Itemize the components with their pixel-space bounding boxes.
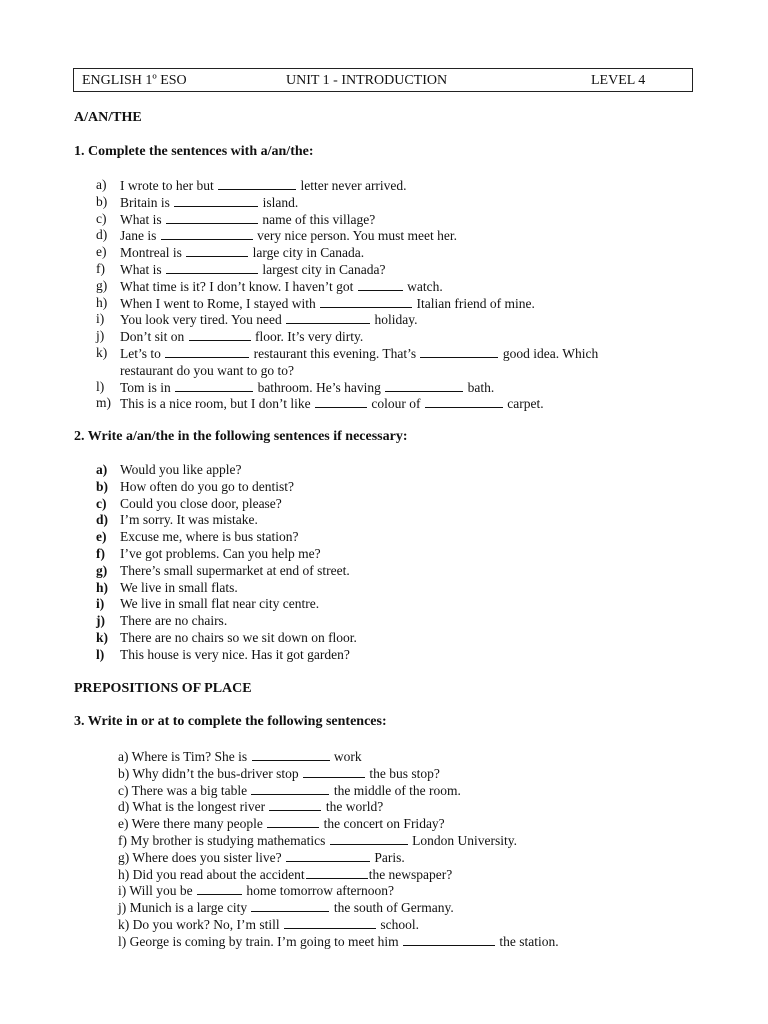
item-text: colour of — [367, 396, 424, 412]
item-text: Let’s to — [120, 345, 165, 361]
item-marker: f) — [96, 260, 105, 276]
worksheet-header — [73, 68, 693, 92]
exercise-3-item — [118, 899, 559, 916]
item-text: watch. — [403, 278, 443, 294]
exercise-3-item — [118, 815, 559, 832]
item-text: letter never arrived. — [297, 178, 407, 193]
exercise-3-title: 3. Write in or at to complete the following sentences: — [74, 714, 387, 729]
answer-blank[interactable] — [166, 261, 258, 274]
answer-blank[interactable] — [286, 311, 370, 324]
item-text: Britain is — [120, 194, 174, 210]
item-text: Would you like apple? — [120, 462, 242, 477]
item-text: the world? — [322, 799, 384, 815]
item-text: I wrote to her but — [120, 178, 218, 193]
item-text: work — [330, 749, 362, 764]
item-text: London University. — [408, 832, 517, 848]
item-text: home tomorrow afternoon? — [242, 883, 395, 899]
exercise-3-item — [118, 866, 559, 883]
item-text: Paris. — [370, 849, 405, 865]
exercise-3-item — [118, 933, 559, 950]
answer-blank[interactable] — [161, 227, 253, 240]
exercise-2-title: 2. Write a/an/the in the following sentences if necessary: — [74, 429, 408, 444]
exercise-3-item — [118, 882, 559, 899]
section-heading-articles: A/AN/THE — [74, 110, 142, 125]
item-text: restaurant this evening. That’s — [250, 345, 420, 361]
answer-blank[interactable] — [269, 798, 321, 811]
answer-blank[interactable] — [174, 194, 258, 207]
item-text: You look very tired. You need — [120, 312, 286, 328]
item-text: What time is it? I don’t know. I haven’t got — [120, 278, 357, 294]
item-marker: l) — [96, 378, 105, 394]
item-text: name of this village? — [259, 211, 376, 227]
answer-blank[interactable] — [358, 278, 403, 291]
item-text-continued: restaurant do you want to go to? — [120, 362, 294, 378]
section-heading-prepositions: PREPOSITIONS OF PLACE — [74, 681, 252, 696]
answer-blank[interactable] — [189, 328, 251, 341]
answer-blank[interactable] — [267, 815, 319, 828]
item-text: holiday. — [371, 312, 418, 328]
item-text: a) Where is Tim? She is — [118, 749, 251, 764]
item-text: carpet. — [503, 396, 544, 412]
item-text: We live in small flat near city centre. — [120, 596, 320, 612]
exercise-3-item — [118, 748, 559, 765]
item-text: There are no chairs. — [120, 613, 228, 629]
answer-blank[interactable] — [320, 295, 412, 308]
item-text: the station. — [495, 933, 559, 949]
item-text: Could you close door, please? — [120, 495, 282, 511]
answer-blank[interactable] — [166, 211, 258, 224]
answer-blank[interactable] — [303, 765, 365, 778]
item-text: j) Munich is a large city — [118, 900, 251, 916]
answer-blank[interactable] — [403, 933, 495, 946]
item-text: good idea. Which — [499, 345, 599, 361]
exercise-3-list — [118, 748, 559, 950]
answer-blank[interactable] — [218, 177, 296, 190]
item-text: Jane is — [120, 228, 160, 244]
item-text: the middle of the room. — [330, 782, 461, 798]
item-marker: g) — [96, 277, 108, 293]
item-text: This is a nice room, but I don’t like — [120, 396, 314, 412]
item-text: Tom is in — [120, 379, 175, 395]
exercise-3-item — [118, 782, 559, 799]
item-text: Italian friend of mine. — [413, 295, 535, 311]
item-text: largest city in Canada? — [259, 261, 386, 277]
item-marker: j) — [96, 328, 105, 344]
course-label: ENGLISH 1º ESO — [82, 73, 187, 88]
item-marker: h) — [96, 294, 108, 310]
item-marker: d) — [96, 227, 108, 243]
exercise-3-item — [118, 849, 559, 866]
item-text: What is — [120, 211, 165, 227]
answer-blank[interactable] — [385, 379, 463, 392]
item-marker: e) — [96, 529, 107, 545]
answer-blank[interactable] — [425, 395, 503, 408]
item-marker: a) — [96, 462, 108, 477]
answer-blank[interactable] — [197, 882, 242, 895]
item-text: the bus stop? — [365, 765, 440, 781]
answer-blank[interactable] — [286, 849, 370, 862]
item-text: k) Do you work? No, I’m still — [118, 916, 283, 932]
item-text: the newspaper? — [368, 866, 453, 882]
item-marker: m) — [96, 395, 111, 411]
item-text: b) Why didn’t the bus-driver stop — [118, 765, 302, 781]
answer-blank[interactable] — [284, 916, 376, 929]
answer-blank[interactable] — [251, 782, 329, 795]
item-marker: k) — [96, 344, 108, 360]
item-marker: i) — [96, 311, 105, 327]
item-marker: i) — [96, 596, 105, 612]
answer-blank[interactable] — [306, 866, 368, 879]
exercise-3-item — [118, 832, 559, 849]
level-label: LEVEL 4 — [591, 73, 646, 88]
item-marker: b) — [96, 193, 108, 209]
item-text: island. — [259, 194, 299, 210]
exercise-3-item — [118, 798, 559, 815]
item-text: f) My brother is studying mathematics — [118, 832, 329, 848]
item-text: bathroom. He’s having — [254, 379, 385, 395]
item-text: the south of Germany. — [330, 900, 454, 916]
item-text: h) Did you read about the accident — [118, 866, 305, 882]
item-marker: b) — [96, 478, 109, 494]
item-text: This house is very nice. Has it got garden? — [120, 646, 350, 662]
answer-blank[interactable] — [251, 899, 329, 912]
item-marker: d) — [96, 512, 109, 528]
item-marker: l) — [96, 646, 105, 662]
item-text: Montreal is — [120, 245, 186, 261]
item-marker: c) — [96, 495, 107, 511]
item-marker: f) — [96, 545, 105, 561]
item-text: school. — [376, 916, 419, 932]
exercise-3-item — [118, 765, 559, 782]
item-text: When I went to Rome, I stayed with — [120, 295, 320, 311]
answer-blank[interactable] — [175, 379, 253, 392]
item-text: c) There was a big table — [118, 782, 251, 798]
answer-blank[interactable] — [420, 345, 498, 358]
item-text: I’ve got problems. Can you help me? — [120, 545, 321, 561]
exercise-1-title: 1. Complete the sentences with a/an/the: — [74, 144, 314, 159]
item-text: the concert on Friday? — [320, 816, 445, 832]
answer-blank[interactable] — [315, 395, 367, 408]
answer-blank[interactable] — [186, 244, 248, 257]
item-text: large city in Canada. — [249, 245, 365, 261]
item-text: floor. It’s very dirty. — [251, 329, 364, 345]
answer-blank[interactable] — [330, 832, 408, 845]
item-text: very nice person. You must meet her. — [253, 228, 457, 244]
item-text: Excuse me, where is bus station? — [120, 529, 299, 545]
item-text: How often do you go to dentist? — [120, 478, 294, 494]
item-text: g) Where does you sister live? — [118, 849, 285, 865]
answer-blank[interactable] — [165, 345, 249, 358]
exercise-3-item — [118, 916, 559, 933]
item-text: I’m sorry. It was mistake. — [120, 512, 258, 528]
item-text: i) Will you be — [118, 883, 196, 899]
item-text: Don’t sit on — [120, 329, 188, 345]
item-text: bath. — [464, 379, 495, 395]
item-text: There are no chairs so we sit down on floor. — [120, 629, 357, 645]
item-text: There’s small supermarket at end of street. — [120, 562, 350, 578]
answer-blank[interactable] — [252, 748, 330, 761]
item-text: We live in small flats. — [120, 579, 238, 595]
item-marker: g) — [96, 562, 108, 578]
item-marker: e) — [96, 244, 107, 260]
item-text: What is — [120, 261, 165, 277]
item-marker: k) — [96, 629, 109, 645]
item-text: d) What is the longest river — [118, 799, 269, 815]
item-marker: j) — [96, 613, 105, 629]
item-marker: h) — [96, 579, 109, 595]
item-text: l) George is coming by train. I’m going to meet him — [118, 933, 402, 949]
item-text: e) Were there many people — [118, 816, 267, 832]
unit-label: UNIT 1 - INTRODUCTION — [286, 73, 448, 88]
item-marker: a) — [96, 177, 107, 192]
item-marker: c) — [96, 210, 107, 226]
